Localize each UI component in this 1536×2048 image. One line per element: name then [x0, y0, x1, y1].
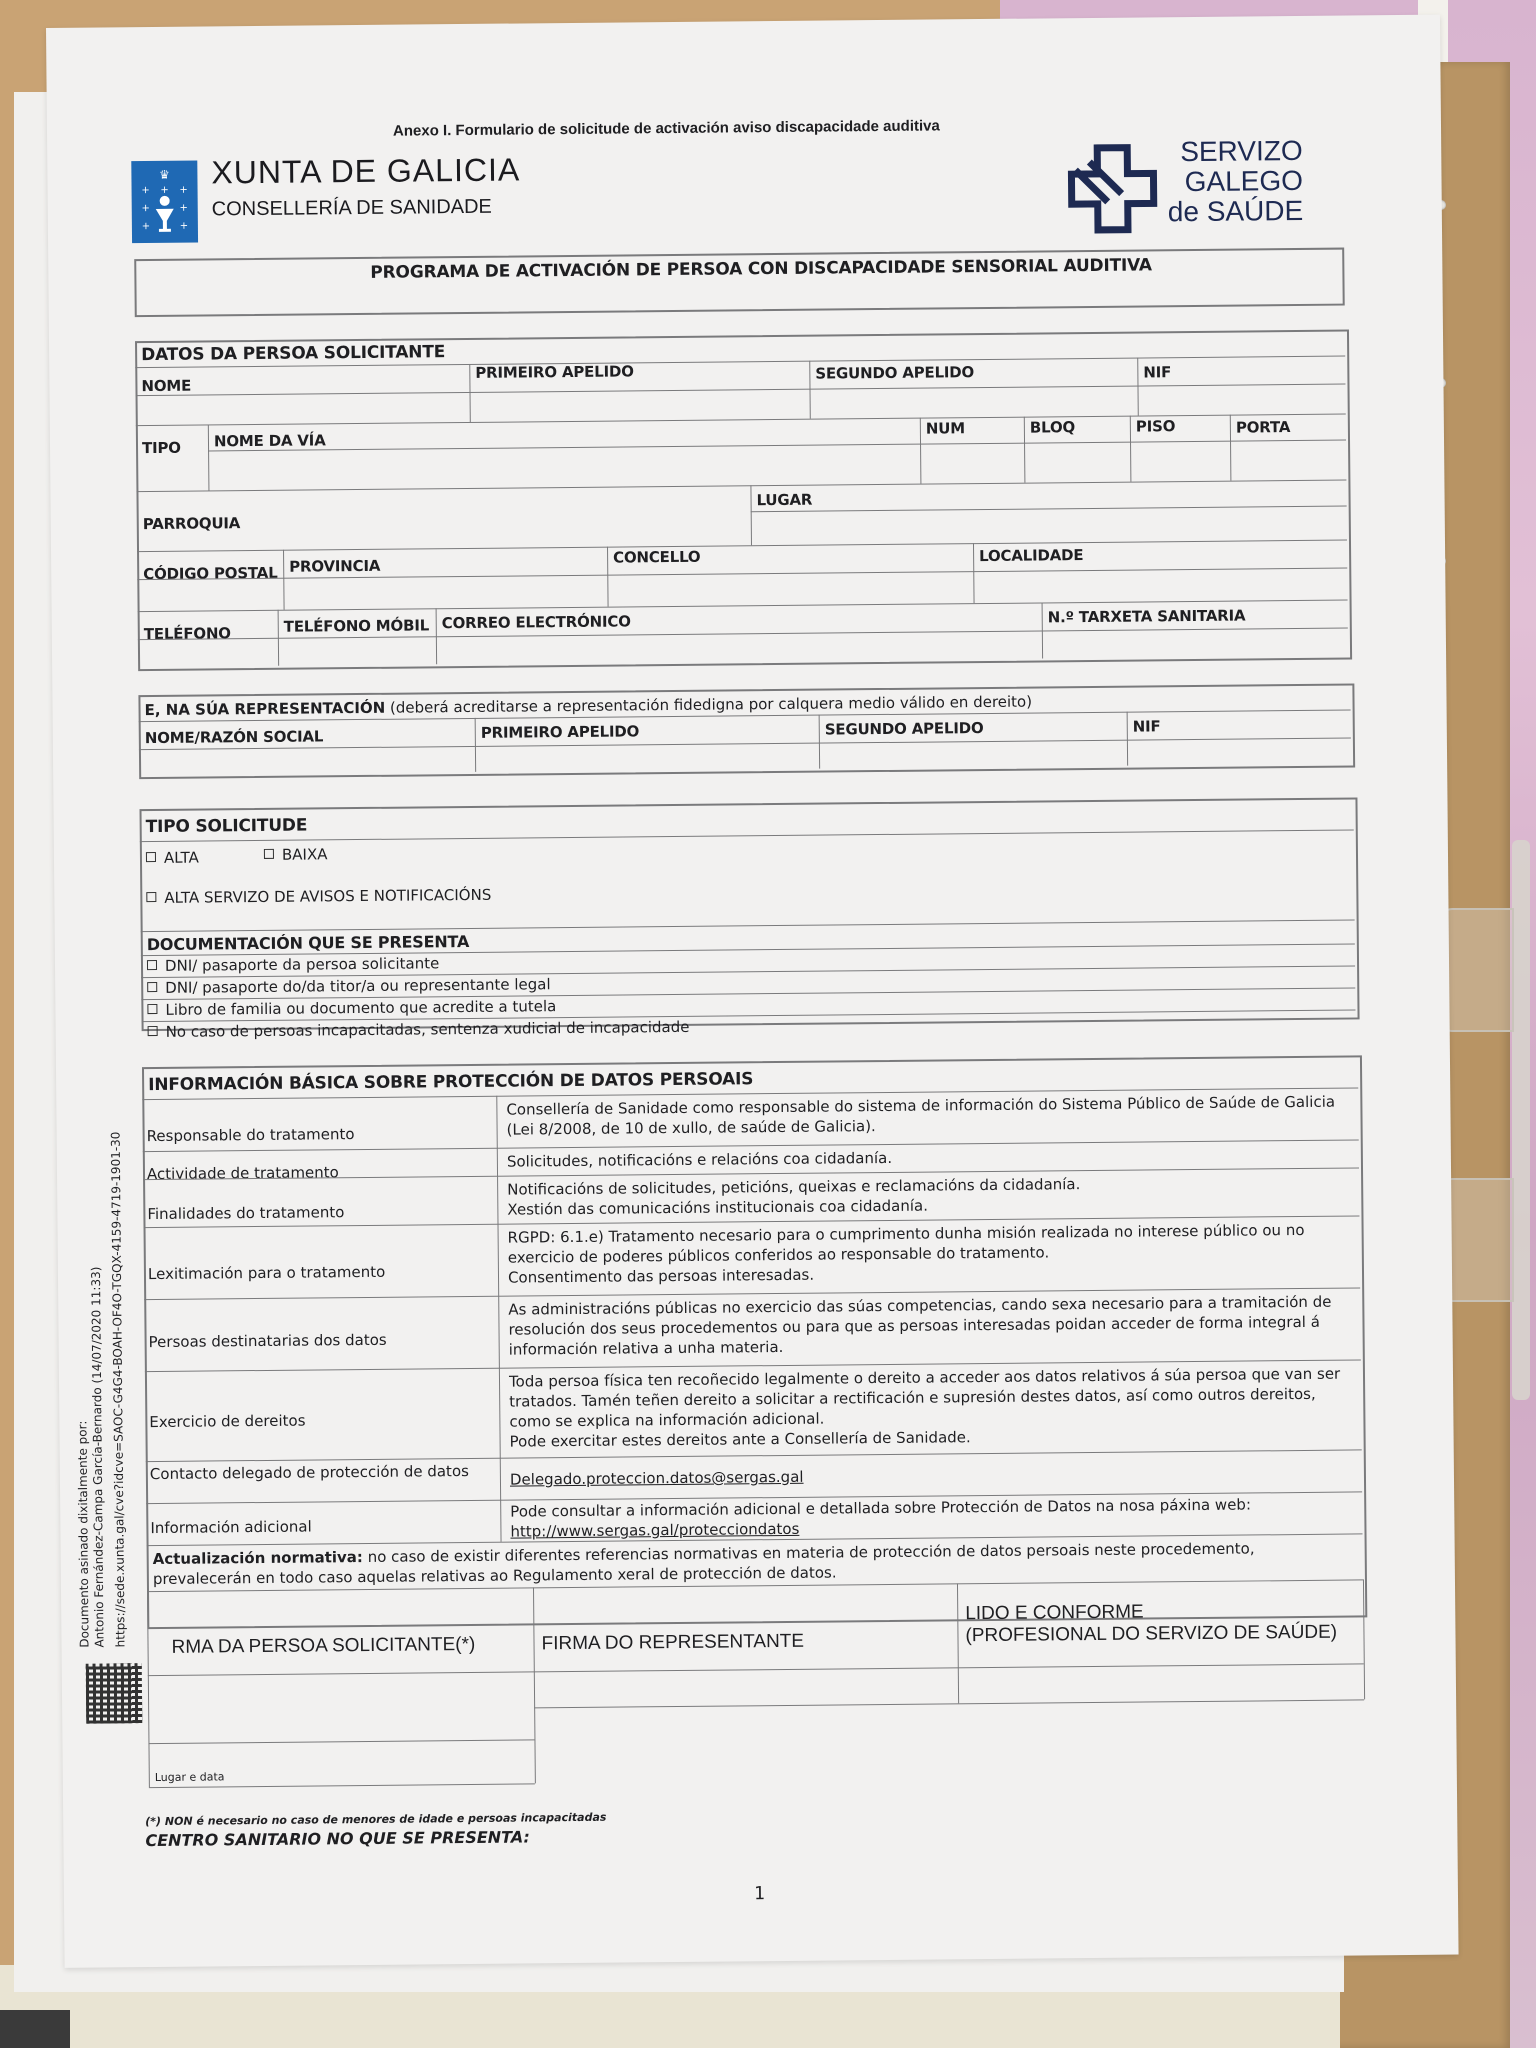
- svg-text:+: +: [141, 185, 150, 197]
- dp-value-lexitimacion: RGPD: 6.1.e) Tratamento necesario para o cumprimento dunha misión realizada no interese público ou no exercicio de poderes públicos conferidos ao responsable do tratamento. Consentimento das persoas interesadas.: [507, 1220, 1305, 1287]
- label-rep-segundo-apelido: SEGUNDO APELIDO: [824, 719, 984, 739]
- rep-nif-field[interactable]: [1129, 740, 1349, 764]
- piso-field[interactable]: [1132, 443, 1228, 480]
- dp-value-destinatarias: As administracións públicas no exercicio das súas competencias, cando sexa necesario para a tramitación de resolución dos seus procedementos ou para que as persoas interesadas poidan acceder de forma integral á información relativa a unha materia.: [508, 1292, 1332, 1359]
- request-type-section: [140, 797, 1360, 1031]
- dp-label-exercicio: Exercicio de dereitos: [149, 1411, 306, 1432]
- rep-segundo-apelido-field[interactable]: [821, 742, 1125, 767]
- checkbox-icon: [264, 849, 274, 859]
- sergas-name: [1167, 136, 1303, 227]
- label-localidade: LOCALIDADE: [979, 546, 1084, 566]
- rep-primeiro-apelido-field[interactable]: [477, 745, 817, 770]
- label-porta: PORTA: [1235, 418, 1291, 437]
- label-nome: NOME: [141, 376, 192, 396]
- label-primeiro-apelido: PRIMEIRO APELIDO: [475, 362, 634, 382]
- checkbox-icon: [148, 1026, 158, 1036]
- place-date-field[interactable]: [152, 1741, 530, 1771]
- sergas-cross-icon: [1067, 143, 1158, 234]
- dp-value-responsable: Consellería de Sanidade como responsable do sistema de información do Sistema Público de Saúde de Galicia (Lei 8/2008, de 10 de xullo, de saúde de Galicia).: [506, 1092, 1336, 1139]
- annex-title: Anexo I. Formulario de solicitude de activación aviso discapacidade auditiva: [392, 117, 940, 140]
- label-telefono-mobil: TELÉFONO MÓBIL: [283, 616, 430, 636]
- primeiro-apelido-field[interactable]: [472, 391, 808, 420]
- nome-razon-social-field[interactable]: [141, 748, 473, 773]
- digital-signature-url: https://sede.xunta.gal/cve?idcve=SAOC-G4G4-BOAH-OF4O-TGQX-4159-4719-1901-30: [108, 1131, 128, 1648]
- svg-text:+: +: [179, 220, 189, 232]
- label-telefono: TELÉFONO: [143, 624, 231, 644]
- checkbox-label: No caso de persoas incapacitadas, sentenza xudicial de incapacidade: [165, 1017, 690, 1041]
- svg-text:+: +: [141, 221, 151, 233]
- checkbox-icon: [146, 892, 156, 902]
- protecciondatos-link[interactable]: http://www.sergas.gal/protecciondatos: [510, 1519, 800, 1541]
- label-nome-razon-social: NOME/RAZÓN SOCIAL: [144, 727, 324, 748]
- label-rep-primeiro-apelido: PRIMEIRO APELIDO: [480, 722, 640, 742]
- label-tipo: TIPO: [141, 438, 181, 458]
- dp-label-destinatarias: Persoas destinatarias dos datos: [148, 1330, 387, 1352]
- program-title: PROGRAMA DE ACTIVACIÓN DE PERSOA CON DISCAPACIDADE SENSORIAL AUDITIVA: [370, 255, 1152, 283]
- label-nome-da-via: NOME DA VÍA: [213, 431, 326, 451]
- dp-label-informacion-adicional: Información adicional: [150, 1517, 312, 1538]
- binder-clip: [1440, 908, 1514, 1032]
- dp-label-lexitimacion: Lexitimación para o tratamento: [147, 1262, 386, 1284]
- svg-text:+: +: [160, 184, 169, 196]
- place-date-label: Lugar e data: [154, 1770, 225, 1785]
- signature-professional-label: [965, 1600, 1337, 1648]
- dp-label-actividade: Actividade de tratamento: [146, 1163, 339, 1184]
- form-sheet: [46, 15, 1459, 1968]
- label-bloq: BLOQ: [1029, 418, 1076, 437]
- signature-applicant-field[interactable]: [152, 1675, 531, 1739]
- dp-label-responsable: Responsable do tratamento: [146, 1125, 355, 1146]
- doc-checkbox-dni-solicitante[interactable]: [147, 954, 439, 975]
- dark-object: [0, 2010, 70, 2048]
- label-rep-nif: NIF: [1132, 717, 1161, 736]
- tipo-field[interactable]: [138, 460, 206, 489]
- health-center-label: CENTRO SANITARIO NO QUE SE PRESENTA:: [145, 1827, 530, 1851]
- dpo-email-link[interactable]: Delegado.proteccion.datos@sergas.gal: [509, 1467, 804, 1489]
- label-lugar: LUGAR: [756, 490, 813, 510]
- codigo-postal-field[interactable]: [139, 582, 281, 609]
- request-type-title: TIPO SOLICITUDE: [145, 815, 308, 838]
- localidade-field[interactable]: [975, 572, 1345, 602]
- professional-line1: LIDO E CONFORME: [965, 1601, 1144, 1625]
- checkbox-icon: [147, 1004, 157, 1014]
- signature-professional-field[interactable]: [962, 1667, 1360, 1701]
- label-num: NUM: [925, 419, 966, 438]
- signature-representative-label: FIRMA DO REPRESENTANTE: [541, 1630, 805, 1655]
- provincia-field[interactable]: [285, 579, 605, 608]
- tarxeta-sanitaria-field[interactable]: [1044, 632, 1346, 657]
- porta-field[interactable]: [1232, 442, 1344, 479]
- sergas-line: de SAÚDE: [1167, 194, 1304, 228]
- checkbox-label: DNI/ pasaporte do/da titor/a ou representante legal: [165, 975, 551, 997]
- svg-text:+: +: [179, 202, 188, 214]
- data-protection-title: INFORMACIÓN BÁSICA SOBRE PROTECCIÓN DE DATOS PERSOAIS: [148, 1069, 754, 1096]
- label-piso: PISO: [1135, 417, 1176, 436]
- dp-label-finalidades: Finalidades do tratamento: [147, 1203, 345, 1224]
- xunta-coat-of-arms-icon: [131, 161, 198, 244]
- professional-line2: (PROFESIONAL DO SERVIZO DE SAÚDE): [965, 1621, 1338, 1647]
- divider: [149, 1783, 535, 1788]
- telefono-mobil-field[interactable]: [280, 640, 434, 663]
- footnote: (*) NON é necesario no caso de menores de idade e persoas incapacitadas: [145, 1810, 607, 1829]
- svg-text:♛: ♛: [158, 167, 170, 182]
- conselleria-name: CONSELLERÍA DE SANIDADE: [211, 195, 492, 221]
- checkbox-baixa[interactable]: [264, 845, 328, 864]
- label-concello: CONCELLO: [613, 547, 701, 567]
- xunta-name: XUNTA DE GALICIA: [211, 151, 521, 191]
- checkbox-alta[interactable]: [146, 849, 199, 868]
- parroquia-field[interactable]: [138, 487, 749, 549]
- representative-title-note: (deberá acreditarse a representación fidedigna por calquera medio válido en dereito): [389, 692, 1033, 717]
- digital-signature-stamp: [73, 1132, 129, 1648]
- checkbox-label: DNI/ pasaporte da persoa solicitante: [164, 954, 440, 975]
- label-nif: NIF: [1143, 363, 1172, 382]
- binder-bar: [1512, 840, 1530, 1400]
- digital-signature-line2: Antonio Fernández-Campa García-Bernardo (14/07/2020 11:33): [88, 1266, 107, 1648]
- digital-signature-line1: Documento asinado dixitalmente por:: [75, 1420, 92, 1648]
- segundo-apelido-field[interactable]: [812, 388, 1136, 417]
- documentation-title: DOCUMENTACIÓN QUE SE PRESENTA: [146, 931, 470, 955]
- checkbox-icon: [147, 982, 157, 992]
- signature-applicant-label: RMA DA PERSOA SOLICITANTE(*): [171, 1633, 476, 1658]
- label-codigo-postal: CÓDIGO POSTAL: [143, 563, 278, 584]
- svg-text:+: +: [179, 184, 188, 196]
- program-title-box: [134, 248, 1345, 318]
- label-segundo-apelido: SEGUNDO APELIDO: [815, 363, 975, 383]
- representative-title-bold: E, NA SÚA REPRESENTACIÓN: [144, 698, 386, 720]
- telefono-field[interactable]: [140, 642, 276, 665]
- checkbox-alta-servizo-avisos[interactable]: [146, 886, 491, 907]
- nif-field[interactable]: [1140, 386, 1344, 414]
- sergas-line: GALEGO: [1184, 164, 1304, 198]
- label-parroquia: PARROQUIA: [142, 514, 241, 534]
- checkbox-label: Libro de familia ou documento que acredite a tutela: [165, 997, 557, 1019]
- applicant-section-title: DATOS DA PERSOA SOLICITANTE: [141, 342, 446, 366]
- checkbox-icon: [147, 960, 157, 970]
- normative-update-text: no caso de existir diferentes referencias normativas en materia de protección de datos persoais neste procedemento, prevalecerán en todo caso aquelas relativas ao Regulamento xeral de protección de datos.: [152, 1539, 1255, 1589]
- normative-update-label: Actualización normativa:: [152, 1548, 363, 1569]
- num-field[interactable]: [922, 445, 1022, 482]
- dp-value-finalidades: Notificacións de solicitudes, peticións, queixas e reclamacións da cidadanía. Xestión das comunicacións institucionais coa cidadanía.: [507, 1175, 1081, 1219]
- dp-label-contacto: Contacto delegado de protección de datos: [149, 1462, 469, 1484]
- bloq-field[interactable]: [1026, 444, 1128, 481]
- label-provincia: PROVINCIA: [289, 556, 381, 576]
- qr-code-icon: [86, 1663, 143, 1724]
- page-number: 1: [753, 1883, 765, 1905]
- svg-text:+: +: [141, 203, 150, 215]
- checkbox-label: ALTA: [163, 848, 199, 867]
- dp-value-actividade: Solicitudes, notificacións e relacións coa cidadanía.: [506, 1148, 893, 1171]
- dp-value-informacion-adicional: Pode consultar a información adicional e detallada sobre Protección de Datos na nosa páxina web:: [510, 1495, 1252, 1521]
- label-tarxeta-sanitaria: N.º TARXETA SANITARIA: [1047, 606, 1246, 627]
- doc-checkbox-sentenza[interactable]: [148, 1018, 690, 1041]
- nome-da-via-field[interactable]: [210, 446, 918, 489]
- label-correo-electronico: CORREO ELECTRÓNICO: [441, 612, 631, 633]
- lugar-field[interactable]: [753, 508, 1345, 544]
- concello-field[interactable]: [609, 575, 971, 604]
- checkbox-label: ALTA SERVIZO DE AVISOS E NOTIFICACIÓNS: [164, 885, 492, 907]
- nome-field[interactable]: [138, 394, 468, 423]
- sergas-line: SERVIZO: [1180, 134, 1303, 168]
- dp-value-exercicio: Toda persoa física ten recoñecido legalmente o dereito a acceder aos datos relativos á súa persoa que van ser tratados. Tamén teñen dereito a solicitar a rectificación e supresión destes datos, así como outros dereitos, como se explica na información adicional. Pode exercitar estes dereitos ante a Consellería de Sanidade.: [508, 1364, 1341, 1451]
- checkbox-icon: [146, 852, 156, 862]
- checkbox-label: BAIXA: [281, 845, 328, 864]
